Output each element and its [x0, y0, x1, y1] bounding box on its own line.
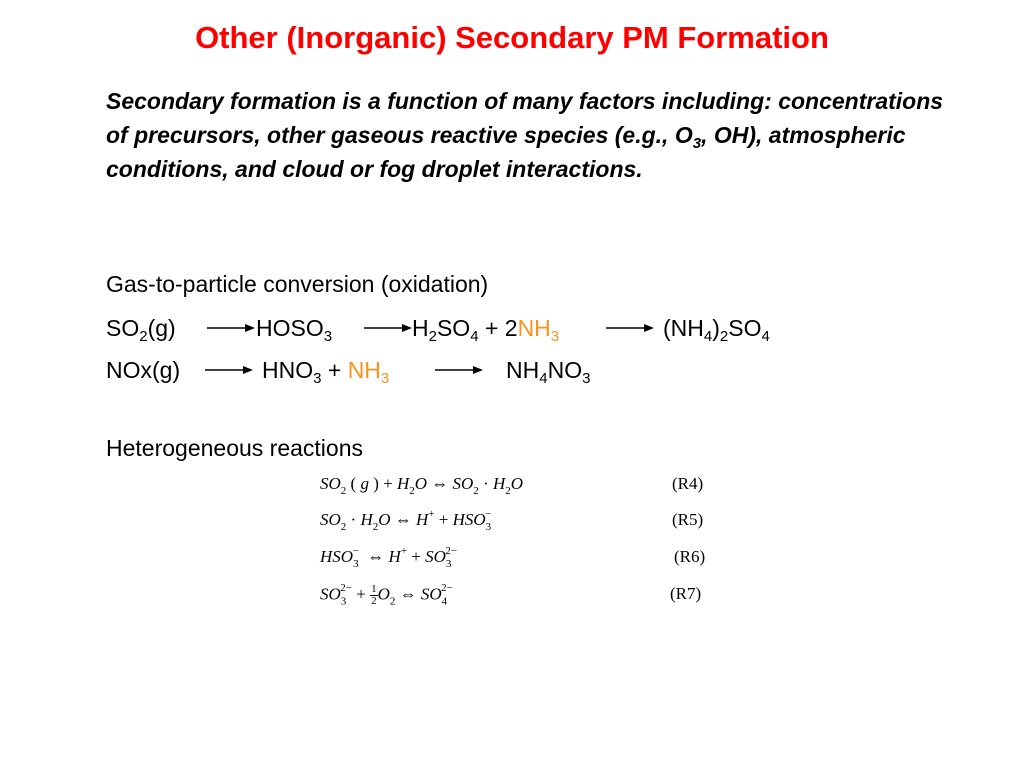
ammonia-highlight: $NH_3$ — [347, 357, 390, 387]
gas-conversion-heading: Gas-to-particle conversion (oxidation) — [106, 271, 489, 297]
reaction-arrow-icon — [606, 322, 654, 334]
rxn2-acid-plus-ammonia: $HNO_3 + NH_3$ — [262, 357, 390, 387]
reaction-arrow-icon — [205, 364, 253, 376]
rxn1-product: $(NH_4)_2SO_4$ — [663, 315, 770, 345]
rxn2-reactant: NOx(g) — [106, 357, 181, 383]
ammonia-highlight: $NH_3$ — [517, 315, 560, 345]
reaction-arrow-icon — [207, 322, 255, 334]
intro-text-part1: Secondary formation is a function of many factors including: concentrations of precursors, other gaseous reactive species (e.g., O — [106, 88, 944, 148]
intro-subscript: 3 — [692, 135, 702, 152]
equation-r4: $SO_2$ ( g ) + $H_2O$ ⇔ $SO_2 \cdot H_2O$ — [320, 474, 524, 497]
rxn1-acid-plus-ammonia: $H_2SO_4 + 2NH_3$ — [412, 315, 560, 345]
rxn1-intermediate: $HOSO_3$ — [256, 315, 333, 345]
rxn1-reactant: $SO_2(g)$ — [106, 315, 176, 345]
equation-r7: $SO_3^{2-}$ + $\frac{1}{2}$ $O_2$ ⇔ $SO_4^{2-}$ — [320, 582, 453, 608]
intro-text-part2: , OH), atmospheric conditions, and cloud or fog droplet interactions. — [106, 122, 906, 182]
heterogeneous-heading: Heterogeneous reactions — [106, 435, 363, 461]
equation-label-r7: (R7) — [670, 584, 702, 603]
reaction-nox-oxidation — [0, 355, 1024, 387]
reaction-arrow-icon — [364, 322, 412, 334]
intro-paragraph — [106, 84, 966, 186]
equation-label-r5: (R5) — [672, 510, 704, 529]
equation-r6: $HSO_3^-$ ⇔ $H^+ + SO_3^{2-}$ — [320, 545, 458, 570]
reaction-so2-oxidation — [0, 313, 1024, 345]
rxn2-product: $NH_4NO_3$ — [506, 357, 591, 387]
reaction-arrow-icon — [435, 364, 483, 376]
equation-label-r4: (R4) — [672, 474, 704, 493]
equation-label-r6: (R6) — [674, 547, 706, 566]
equation-r5: $SO_2 \cdot H_2O$ ⇔ $H^+ + HSO_3^-$ — [320, 508, 492, 533]
slide-title: Other (Inorganic) Secondary PM Formation — [195, 20, 829, 55]
